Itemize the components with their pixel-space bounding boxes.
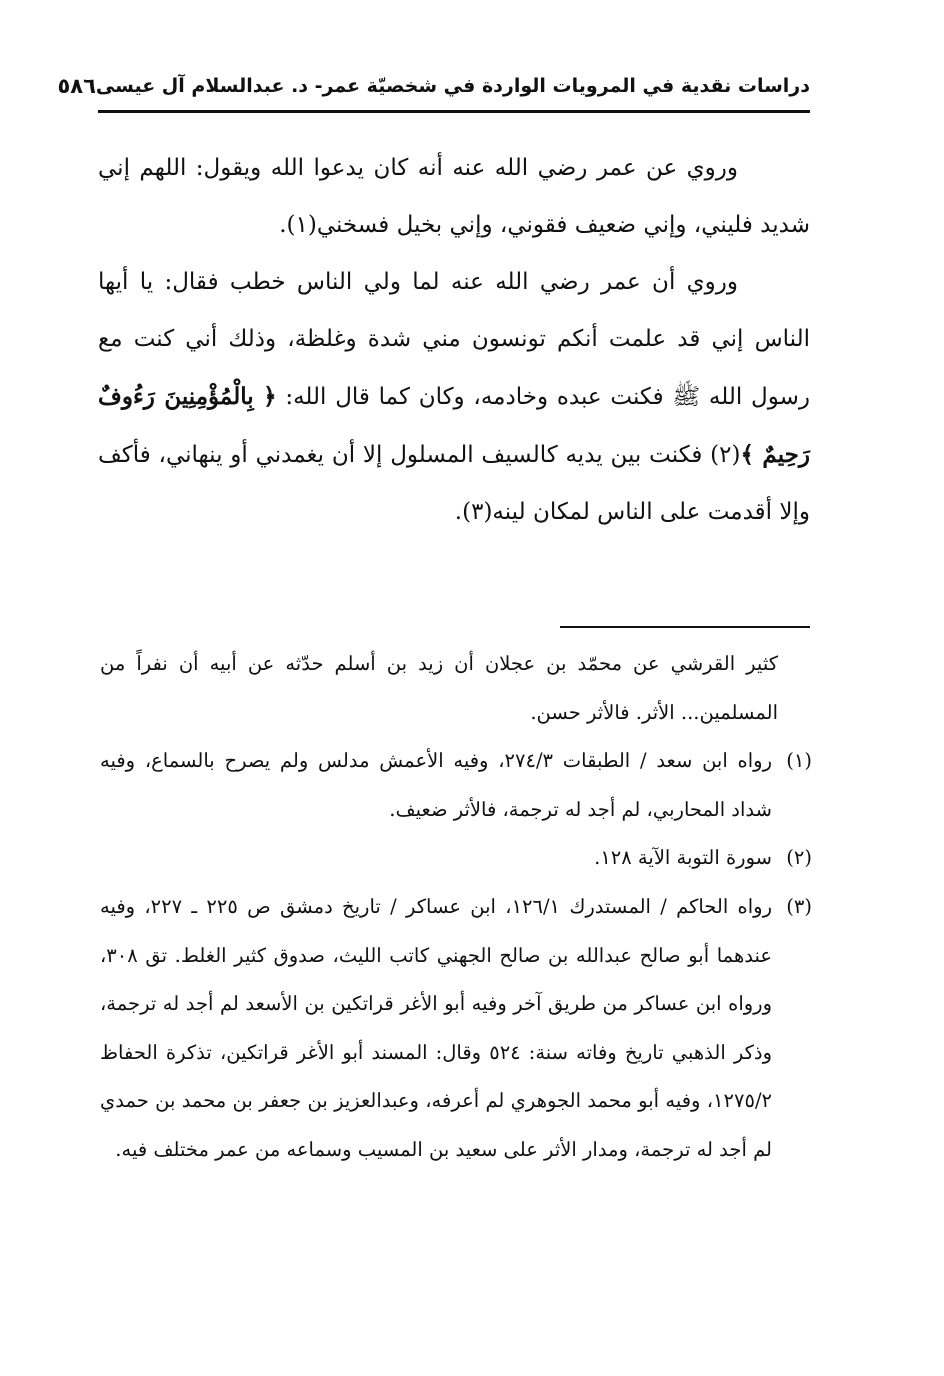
footnote-separator [560, 626, 810, 628]
footnotes [100, 640, 812, 1175]
paragraph-2-after: (٢) فكنت بين يديه كالسيف المسلول إلا أن يغمدني أو ينهاني، فأكف وإلا أقدمت على الناس لمكان لينه(٣). [98, 442, 810, 525]
paragraph-1: وروي عن عمر رضي الله عنه أنه كان يدعوا الله ويقول: اللهم إني شديد فليني، وإني ضعيف فقوني، وإني بخيل فسخني(١). [98, 155, 810, 238]
footnote-text: سورة التوبة الآية ١٢٨. [594, 846, 772, 870]
footnote-number: (٢) [786, 846, 812, 870]
footnote-3 [100, 883, 812, 1175]
footnote-text: رواه الحاكم / المستدرك ١٢٦/١، ابن عساكر / تاريخ دمشق ص ٢٢٥ ـ ٢٢٧، وفيه عندهما أبو صالح عبدالله بن صالح الجهني كاتب الليث، صدوق كثير الغلط. تق ٣٠٨، ورواه ابن عساكر من طريق آخر وفيه أبو الأغر قراتكين بن الأسعد لم أجد له ترجمة، وذكر الذهبي تاريخ وفاته سنة: ٥٢٤ وقال: المسند أبو الأغر قراتكين، تذكرة الحفاظ ١٢٧٥/٢، وفيه أبو محمد الجوهري لم أعرفه، وعبدالعزيز بن جعفر بن محمد بن حمدي لم أجد له ترجمة، ومدار الأثر على سعيد بن المسيب وسماعه من عمر مختلف فيه. [100, 894, 773, 1161]
page-number: ٥٨٦ [57, 74, 96, 98]
footnote-number: (٣) [786, 894, 812, 918]
paragraph-2-before: وروي أن عمر رضي الله عنه لما ولي الناس خطب فقال: يا أيها الناس إني قد علمت أنكم تونسون مني شدة وغلظة، وذلك أني كنت مع رسول الله ﷺ فكنت عبده وخادمه، وكان كما قال الله: [98, 269, 810, 410]
header-title: دراسات نقدية في المرويات الواردة في شخصيّة عمر- د. عبدالسلام آل عيسى [95, 75, 810, 97]
running-header [57, 66, 810, 106]
paragraph-2 [98, 254, 810, 541]
footnote-2 [100, 834, 812, 883]
footnote-1 [100, 737, 812, 834]
footnote-text: رواه ابن سعد / الطبقات ٢٧٤/٣، وفيه الأعمش مدلس ولم يصرح بالسماع، وفيه شداد المحاربي، لم أجد له ترجمة، فالأثر ضعيف. [100, 749, 773, 821]
footnote-continuation: كثير القرشي عن محمّد بن عجلان أن زيد بن أسلم حدّثه عن أبيه أن نفراً من المسلمين... الأثر. فالأثر حسن. [100, 652, 778, 724]
header-rule [98, 110, 810, 113]
footnote-number: (١) [786, 749, 812, 773]
quran-verse: ﴿ بِالْمُؤْمِنِينَ رَءُوفٌ رَحِيمٌ ﴾ [98, 383, 810, 468]
main-text [98, 140, 810, 541]
